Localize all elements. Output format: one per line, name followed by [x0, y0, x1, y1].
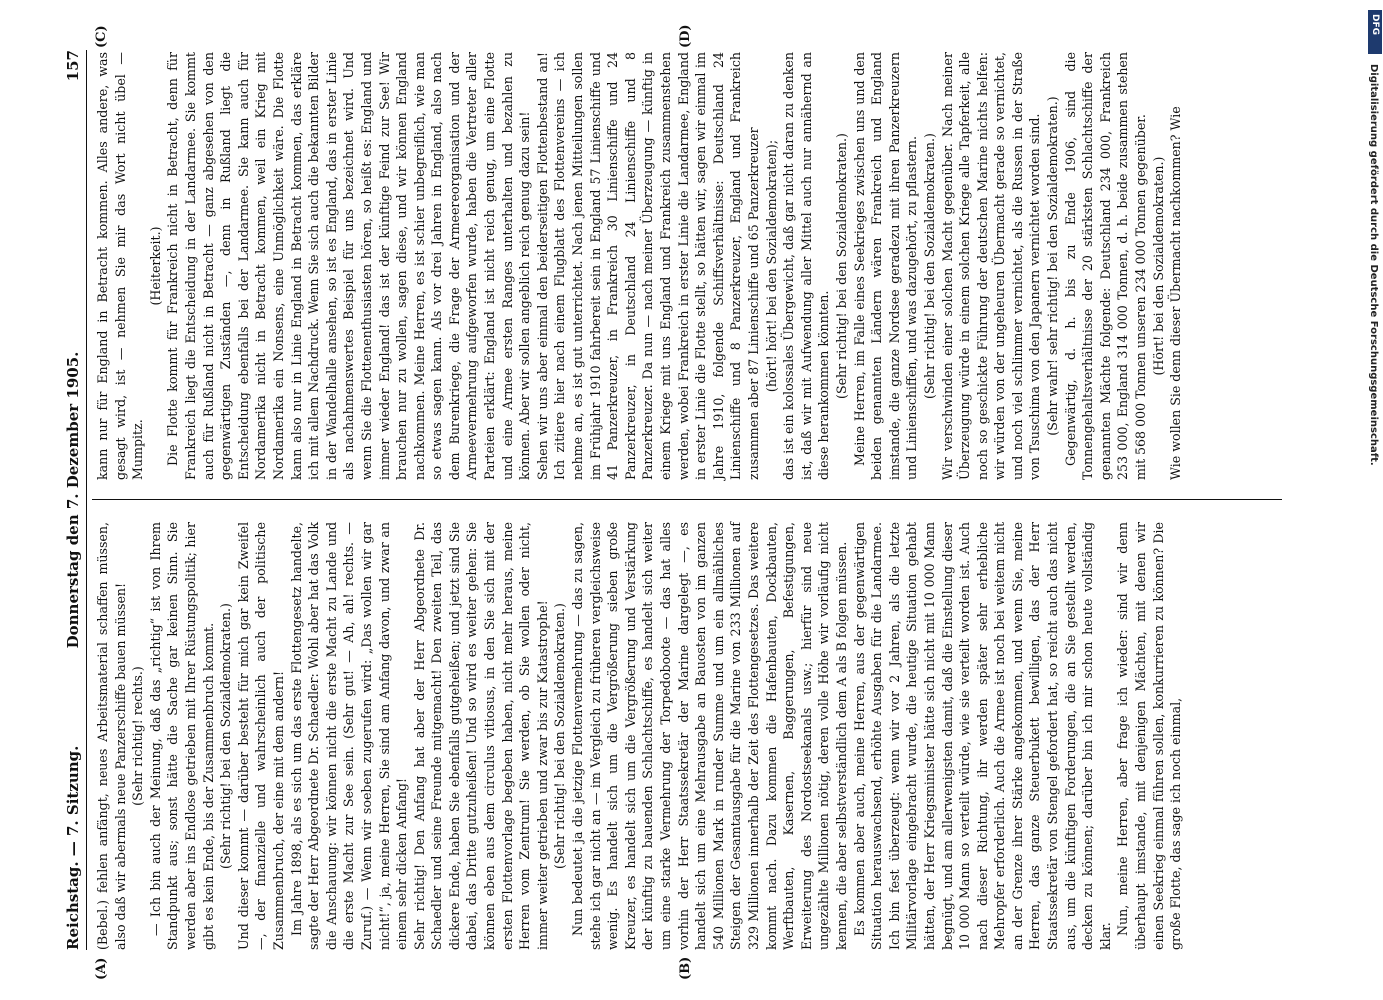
page-number: 157	[64, 50, 82, 82]
header-rule	[86, 50, 87, 950]
left-column	[94, 522, 1185, 950]
paragraph: Es kommen aber auch, meine Herren, aus der gegenwärtigen Situation herauswachsend, erhöhte Ausgaben für die Landarmee. Ich bin fest überzeugt: wenn wir vor 2 Jahren, als die letzte Militärvorlage eingebracht wurde, die heutige Situation gehabt hätten, der Herr Kriegsminister hätte sich nicht mit 10 000 Mann begnügt, und am allerwenigsten damit, daß die Einstellung dieser 10 000 Mann so verteilt würde, wie sie verteilt worden ist. Auch nach dieser Richtung, ihr werden später sehr erhebliche Mehropfer erforderlich. Auch die Armee ist noch bei weitem nicht an der Grenze ihrer Stärke angekommen, und wenn Sie, meine Herren, das ganze Steuerbukett bewilligen, das der Herr Staatssekretär von Stengel gefordert hat, so reicht auch das nicht aus, um die künftigen Forderungen, die an Sie gestellt werden, decken zu können; darüber bin ich mir schon heute vollständig klar.	[851, 522, 1113, 950]
paragraph: Meine Herren, im Falle eines Seekrieges zwischen uns und den beiden genannten Ländern wären Frankreich und England imstande, die ganze Nordsee geradezu mit ihren Panzerkreuzern und Linienschiffen, und was dazugehört, zu pflastern.	[851, 52, 920, 480]
column-separator	[92, 499, 1282, 500]
paragraph: Die Flotte kommt für Frankreich nicht in Betracht, denn für Frankreich liegt die Entscheidung in der Landarmee. Sie kommt auch für Rußland nicht in Betracht — ganz abgesehen von den gegenwärtigen Zuständen —, denn in Rußland liegt die Entscheidung ebenfalls bei der Landarmee. Sie kann auch für Nordamerika nicht in Betracht kommen, weil ein Krieg mit Nordamerika ein Nonsens, eine Unmöglichkeit wäre. Die Flotte kann also nur in Linie England in Betracht kommen, das erkläre ich mit allem Nachdruck. Wenn Sie sich auch die bekannten Bilder in der Wandelhalle ansehen, so ist es England, das in erster Linie als nachahmenswertes Beispiel für uns bezeichnet wird. Und wenn Sie die Flottenenthusiasten hören, so heißt es: England und immer wieder England! das ist der künftige Feind zur See! Wir brauchen nur zu wollen, sagen diese, und wir können England nachkommen. Meine Herren, es ist schier unbegreiflich, wie man so etwas sagen kann. Als vor drei Jahren in England, also nach dem Burenkriege, die Frage der Armeereorganisation und der Armeevermehrung aufgeworfen wurde, haben die Vertreter aller Parteien erklärt: England ist nicht reich genug, um eine Flotte und eine Armee ersten Ranges unterhalten und bezahlen zu können. Aber wir sollen angeblich reich genug dazu sein!	[165, 52, 533, 480]
paragraph: (Bebel.) fehlen anfängt, neues Arbeitsmaterial schaffen müssen, also daß wir abermals neue Panzerschiffe bauen müssen!	[95, 522, 128, 950]
paragraph: Nun, meine Herren, aber frage ich wieder: sind wir denn überhaupt imstande, mit denjenigen Mächten, mit denen wir einen Seekrieg einmal führen sollen, konkurrieren zu können? Die große Flotte, das sage ich noch einmal,	[1115, 522, 1184, 950]
paragraph: (Hört! bei den Sozialdemokraten.)	[1150, 156, 1166, 376]
digitization-credit: Digitalisierung gefördert durch die Deutsche Forschungsgemeinschaft.	[1368, 64, 1379, 466]
paragraph: Nun bedeutet ja die jetzige Flottenvermehrung — das zu sagen, stehe ich gar nicht an — im Vergleich zu früheren vergleichsweise wenig. Es handelt sich um die Vergrößerung sieben große Kreuzer, es handelt sich um die Vergrößerung und Verstärkung der künftig zu bauenden Schlachtschiffe, es handelt sich weiter um eine starke Vermehrung der Torpedoboote — das hat alles vorhin der Herr Staatssekretär der Marine dargelegt —, es handelt sich um eine Mehrausgabe an Bauosten von im ganzen 540 Millionen Mark in runder Summe und um ein allmähliches Steigen der Gesamtausgabe für die Marine von 233 Millionen auf 329 Millionen innerhalb der Zeit des Flottengesetzes. Das weitere kommt nach. Dazu kommen die Hafenbauten, Dockbauten, Werftbauten, Kasernen, Baggerungen, Befestigungen, Erweiterung des Nordostseekanals usw.; hierfür sind neue ungezählte Millionen nötig, deren volle Höhe wir vorläufig nicht kennen, die aber selbstverständlich dem A als B folgen müssen.	[570, 522, 849, 950]
running-header	[58, 50, 88, 950]
paragraph: Gegenwärtig, d. h. bis zu Ende 1906, sind die Tonnengehaltsverhältnisse der 20 stärksten Schlachtschiffe der genannten Mächte folgende: Deutschland 234 000, Frankreich 253 000, England 314 000 Tonnen, d. h. beide zusammen stehen mit 568 000 Tonnen unseren 234 000 Tonnen gegenüber.	[1062, 52, 1149, 480]
paragraph: kann nur für England in Betracht kommen. Alles andere, was gesagt wird, ist — nehmen Sie mir das Wort nicht übel — Mumpitz.	[95, 52, 146, 480]
paragraph: (Sehr richtig! bei den Sozialdemokraten.)	[218, 603, 234, 869]
paragraph: (Sehr richtig! bei den Sozialdemokraten.)	[552, 603, 568, 869]
paragraph: Im Jahre 1898, als es sich um das erste Flottengesetz handelte, sagte der Herr Abgeordnete Dr. Schaedler: Wohl aber hat das Volk die Anschauung: wir können nicht die erste Macht zu Lande und die erste Macht zur See sein. (Sehr gut! — Ah, ah! rechts. — Zuruf.) — Wenn wir soeben zugerufen wird: „Das wollen wir gar nicht!“, ja, meine Herren, Sie sind am Anfang davon, und zwar an einem sehr dicken Anfang!	[288, 522, 410, 950]
margin-mark-c: (C)	[94, 25, 109, 48]
paragraph: (Sehr richtig! rechts.)	[130, 666, 146, 806]
paragraph: (Sehr wahr! sehr richtig! bei den Sozialdemokraten.)	[1045, 96, 1061, 436]
dfg-sidebar	[1368, 10, 1382, 990]
paragraph: Wir verschwinden einer solchen Macht gegenüber. Nach meiner Überzeugung würde in einem solchen Kriege alle Tapferkeit, alle noch so geschickte Führung der deutschen Marine nichts helfen: wir würden von der ungeheuren Übermacht gerade so vernichtet, und noch viel schlimmer vernichtet, als die Russen in der Straße von Tsuschima von den Japanern vernichtet worden sind.	[939, 52, 1043, 480]
paragraph: (hört! hört! bei den Sozialdemokraten);	[763, 139, 779, 393]
margin-mark-a: (A)	[94, 957, 109, 980]
margin-mark-b: (B)	[678, 956, 693, 980]
paragraph: — Ich bin auch der Meinung, daß das „richtig“ ist von Ihrem Standpunkt aus; sonst hätte die Sache gar keinen Sinn. Sie werden aber ins Endlose getrieben mit Ihrer Rüstungspolitik; hier gibt es kein Ende, bis der Zusammenbruch kommt.	[147, 522, 216, 950]
paragraph: (Sehr richtig! bei den Sozialdemokraten.)	[921, 133, 937, 399]
header-left: Reichstag. — 7. Sitzung.	[64, 745, 82, 950]
dfg-logo-text: DFG	[1370, 14, 1380, 36]
paragraph: Sehen wir uns aber einmal den beiderseitigen Flottenbestand an! Ich zitiere hier nach einem Flugblatt des Flottenvereins — ich nehme an, es ist gut unterrichtet. Nach jenen Mitteilungen sollen im Frühjahr 1910 fahrbereit sein in England 57 Linienschiffe und 41 Panzerkreuzer, in Frankreich 30 Linienschiffe und 24 Panzerkreuzer, in Deutschland 24 Linienschiffe und 8 Panzerkreuzer. Da nun — nach meiner Überzeugung — künftig in einem Kriege mit uns England und Frankreich zusammenstehen werden, wobei Frankreich in erster Linie die Landarmee, England in erster Linie die Flotte stellt, so hätten wir, sagen wir einmal im Jahre 1910, folgende Schiffsverhältnisse: Deutschland 24 Linienschiffe und 8 Panzerkreuzer, England und Frankreich zusammen aber 87 Linienschiffe und 65 Panzerkreuzer	[534, 52, 761, 480]
paragraph: (Heiterkeit.)	[147, 226, 163, 306]
dfg-logo	[1368, 10, 1382, 54]
paragraph: Sehr richtig! Den Anfang hat aber der Herr Abgeordnete Dr. Schaedler und seine Freunde mitgemacht! Den zweiten Teil, das dickere Ende, haben Sie ebenfalls gutgeheißen; und jetzt sind Sie dabei, das Dritte gutzuheißen! Und so wird es weiter gehen: Sie können eben aus dem circulus vitiosus, in den Sie sich mit der ersten Flottenvorlage begeben haben, nicht mehr heraus, meine Herren vom Zentrum! Sie werden, ob Sie wollen oder nicht, immer weiter getrieben und zwar bis zur Katastrophe!	[411, 522, 550, 950]
rotated-text-block	[58, 24, 1288, 980]
right-column	[94, 52, 1185, 480]
header-center: Donnerstag den 7. Dezember 1905.	[64, 351, 82, 649]
paragraph: Wie wollen Sie denn dieser Übermacht nachkommen? Wie	[1168, 106, 1184, 480]
margin-mark-d: (D)	[678, 24, 693, 48]
paragraph: (Sehr richtig! bei den Sozialdemokraten.)	[833, 133, 849, 399]
paragraph: Und dieser kommt — darüber besteht für mich gar kein Zweifel —, der finanzielle und wahrscheinlich auch der politische Zusammenbruch, der eine mit dem andern!	[235, 522, 286, 950]
paragraph: das ist ein kolossales Übergewicht, daß gar nicht daran zu denken ist, daß wir mit Aufwendung aller Mittel auch nur annähernd an diese herankommen könnten.	[781, 52, 832, 480]
